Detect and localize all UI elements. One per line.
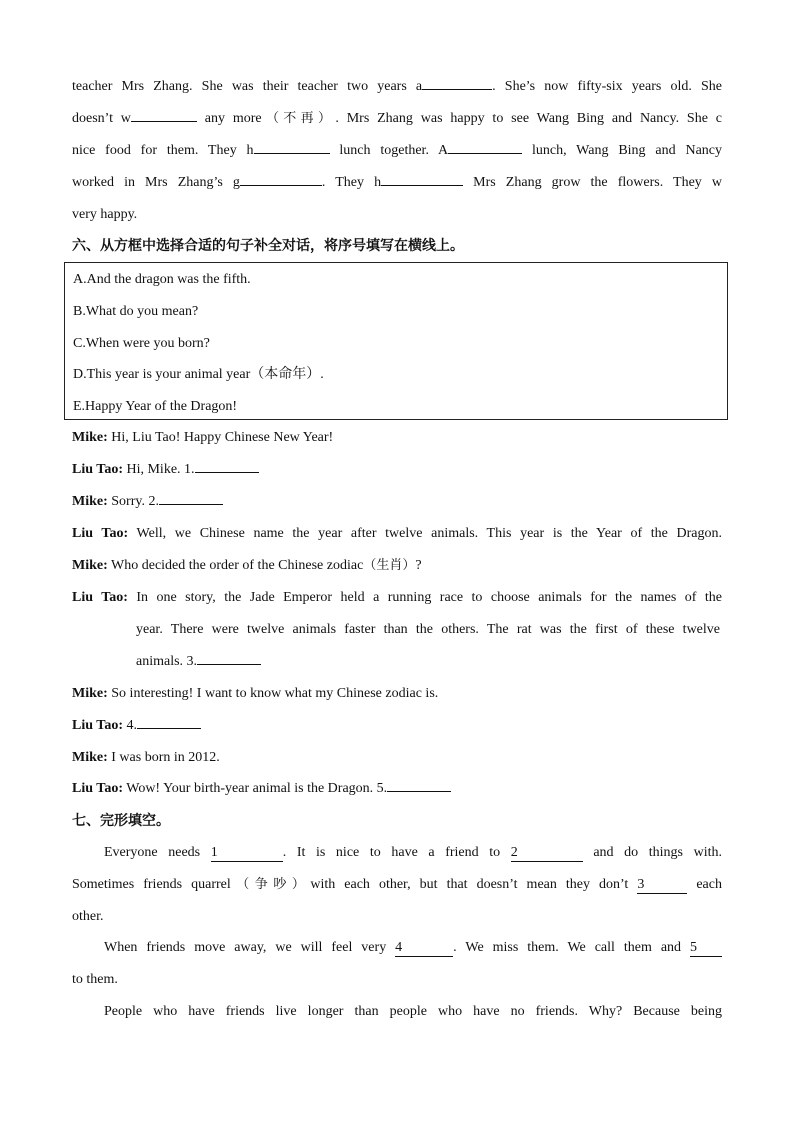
speaker-label: Mike: [72,686,108,701]
cloze-paragraph-2 [72,932,722,996]
blank-a[interactable] [422,73,492,90]
speaker-label: Liu Tao: [72,526,129,541]
cloze-line-5: to them. [72,972,118,987]
cloze-blank-5[interactable]: 5 [690,940,722,957]
dialogue-line-10: Liu Tao: Wow! Your birth-year animal is the Dragon. 5. [72,773,451,805]
dialogue-line-3: Mike: Sorry. 2. [72,486,223,518]
blank-w[interactable] [131,105,197,122]
blank-h1[interactable] [254,137,330,154]
speaker-label: Liu Tao: [72,718,123,733]
answer-blank-3[interactable] [197,648,261,665]
cloze-paragraph-3 [72,996,722,1028]
speaker-label: Mike: [72,430,108,445]
dialogue-line-5: Mike: Who decided the order of the Chinese zodiac（生肖）? [72,558,422,573]
option-e: E.Happy Year of the Dragon! [73,399,238,414]
blank-g[interactable] [240,169,322,186]
cloze-line-4: When friends move away, we will feel very 4 . We miss them. We call them and 5 [72,932,722,964]
blank-h2[interactable] [381,169,463,186]
answer-blank-5[interactable] [387,775,451,792]
cloze-paragraph-1 [72,837,722,933]
passage-line-3: nice food for them. They h lunch together. A lunch, Wang Bing and Nancy [72,135,722,167]
dialogue-line-6-end: animals. 3. [136,646,720,678]
speaker-label: Liu Tao: [72,462,123,477]
dialogue-line-6: Liu Tao: In one story, the Jade Emperor held a running race to choose animals for the names of the [72,590,722,605]
option-d: D.This year is your animal year（本命年）. [73,367,324,382]
answer-blank-2[interactable] [159,488,223,505]
cloze-line-6: People who have friends live longer than people who have no friends. Why? Because being [104,1004,722,1019]
dialogue-line-1: Mike: Hi, Liu Tao! Happy Chinese New Year! [72,430,334,445]
cloze-blank-4[interactable]: 4 [395,940,453,957]
option-b: B.What do you mean? [73,304,199,319]
passage-line-1: teacher Mrs Zhang. She was their teacher two years a . She’s now fifty-six years old. She [72,71,722,103]
cloze-line-1: Everyone needs 1 . It is nice to have a friend to 2 and do things with. [104,845,722,860]
speaker-label: Mike: [72,750,108,765]
passage-section5 [72,71,722,231]
speaker-label: Mike: [72,558,108,573]
cloze-blank-1[interactable]: 1 [211,845,283,862]
blank-A[interactable] [448,137,522,154]
passage-line-2: doesn’t w any more（不再）. Mrs Zhang was happy to see Wang Bing and Nancy. She c [72,103,722,135]
dialogue-line-6-cont: year. There were twelve animals faster than the others. The rat was the first of these twelve [136,622,720,637]
answer-blank-1[interactable] [195,456,259,473]
dialogue-line-9: Mike: I was born in 2012. [72,750,220,765]
cloze-blank-2[interactable]: 2 [511,845,583,862]
dialogue-line-8: Liu Tao: 4. [72,710,201,742]
dialogue-line-7: Mike: So interesting! I want to know what my Chinese zodiac is. [72,686,439,701]
cloze-line-3: other. [72,909,104,924]
options-box [64,262,728,420]
option-a: A.And the dragon was the fifth. [73,272,251,287]
dialogue-line-2: Liu Tao: Hi, Mike. 1. [72,454,259,486]
answer-blank-4[interactable] [137,712,201,729]
cloze-blank-3[interactable]: 3 [637,877,687,894]
cloze-line-2: Sometimes friends quarrel（争吵）with each other, but that doesn’t mean they don’t 3 each [72,877,722,892]
speaker-label: Liu Tao: [72,590,128,605]
passage-line-5: very happy. [72,207,138,222]
dialogue-line-4: Liu Tao: Well, we Chinese name the year after twelve animals. This year is the Year of the Dragon. [72,526,722,541]
speaker-label: Liu Tao: [72,781,123,796]
option-c: C.When were you born? [73,336,210,351]
section7-heading: 七、完形填空。 [72,813,170,829]
speaker-label: Mike: [72,494,108,509]
passage-line-4: worked in Mrs Zhang’s g . They h Mrs Zhang grow the flowers. They w [72,167,722,199]
section6-heading: 六、从方框中选择合适的句子补全对话，将序号填写在横线上。 [72,238,464,254]
